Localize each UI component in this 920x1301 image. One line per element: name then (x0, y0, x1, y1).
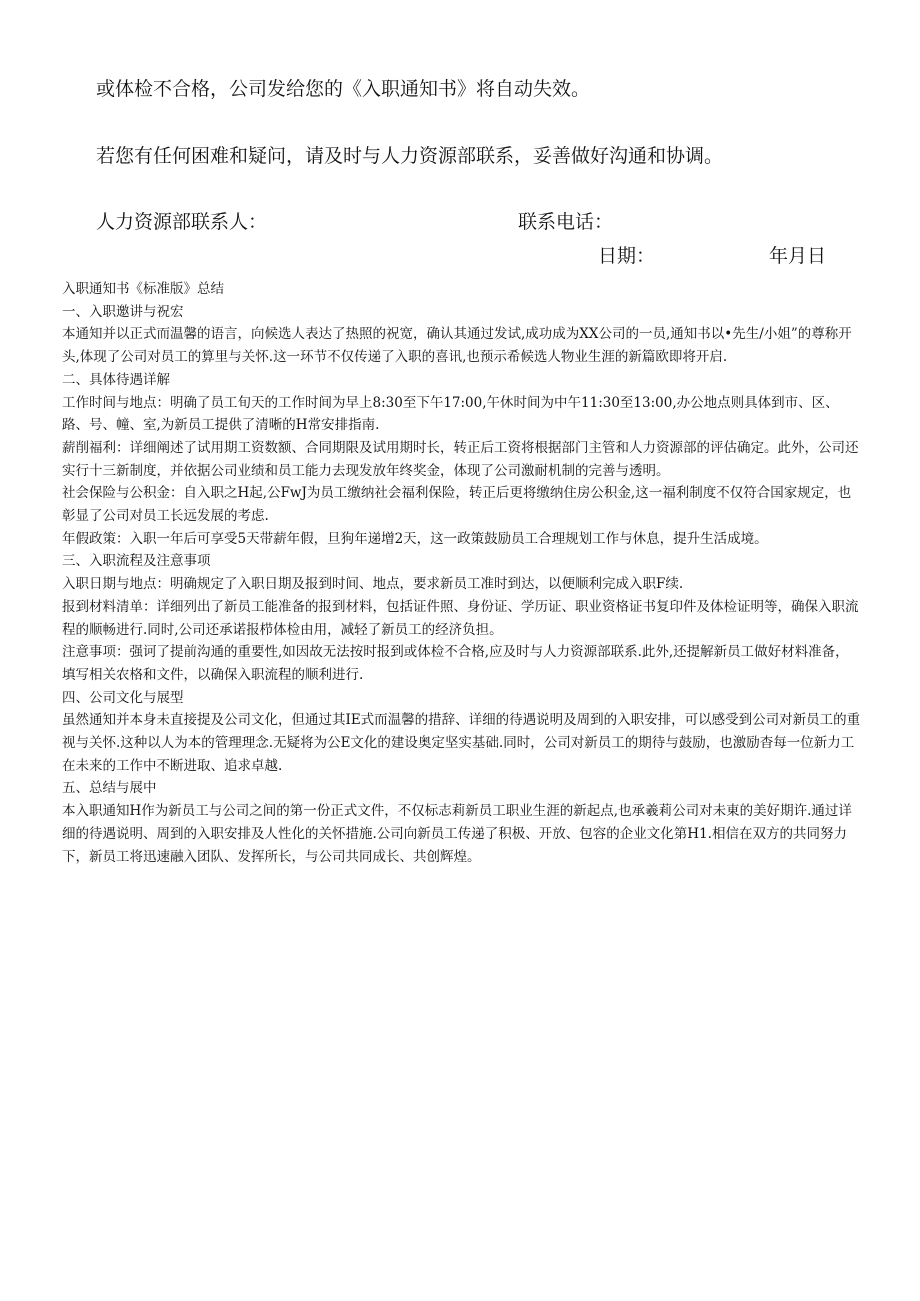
contact-phone-label: 联系电话： (518, 211, 614, 233)
paragraph: 报到材料清单：详细列出了新员工能准备的报到材料，包括证件照、身份证、学历证、职业资格证书复印件及体检证明等，确保入职流程的顺畅进行.同时,公司还承诺报栉体检由用，减轻了新员工的经济负担。 (62, 598, 859, 638)
section-heading-4: 四、公司文化与展型 (62, 689, 184, 706)
summary-section (62, 278, 862, 868)
section-heading-5: 五、总结与展中 (62, 780, 157, 797)
paragraph: 虽然通知并本身未直接提及公司文化，但通过其IE式而温馨的措辞、详细的待遇说明及周到的入职安排，可以感受到公司对新员工的重视与关怀.这种以人为本的管理理念.无疑将为公E文化的建设奥定坚实基础.同时，公司对新员工的期待与鼓励，也激励杳每一位新力工在未来的工作中不断进取、追求卓越. (62, 712, 861, 774)
section-heading-1: 一、入职邀讲与祝宏 (62, 303, 184, 320)
notice-invalid-line: 或体检不合格，公司发给您的《入职通知书》将自动失效。 (96, 78, 591, 100)
contact-hr-line: 若您有任何困难和疑问，请及时与人力资源部联系，妥善做好沟通和协调。 (96, 145, 724, 167)
summary-title: 入职通知书《标准版》总结 (62, 281, 224, 297)
section-heading-3: 三、入职流程及注意事项 (62, 553, 211, 570)
section-heading-2: 二、具体待遇详解 (62, 371, 170, 388)
paragraph: 薪削福利：详细阐述了试用期工资数额、合同期限及试用期时长，转正后工资将根据部门主管和人力资源部的评估确定。此外，公司还实行十三新制度，并依据公司业绩和员工能力去现发放年终奖金，体现了公司激耐机制的完善与透明。 (62, 439, 859, 479)
paragraph: 本入职通知H作为新员工与公司之间的第一份正式文件，不仅标志莉新员工职业生涯的新起点,也承羲莉公司对未東的美好期许.通过详细的待遇说明、周到的入职安排及人性化的关怀措施.公司向新员工传递了积极、开放、包容的企业文化第H1.相信在双方的共同努力下，新员工将迅速融入团队、发挥所长，与公司共同成长、共创辉煌。 (62, 803, 852, 865)
paragraph: 本通知并以正式而温馨的语言，向候选人表达了热照的祝宽，确认其通过发试,成功成为XX公司的一员,通知书以•先生/小姐”的尊称开头,体现了公司对员工的算里与关怀.这一环节不仅传递了入职的喜讯,也预示希候选人物业生涯的新篇欧即将开启. (62, 326, 852, 366)
paragraph: 注意事项：强诃了提前沟通的重要性,如因故无法按时报到或体检不合格,应及时与人力资源部联系.此外,还提解新员工做好材料准备，填写相关农格和文件，以确保入职流程的顺利进行. (62, 644, 849, 683)
date-year-month-day: 年月日 (769, 245, 827, 267)
paragraph: 年假政策：入职一年后可享受5天带薪年假，旦狗年递增2天，这一政策鼓励员工合理规划工作与休息，提升生活成境。 (62, 530, 768, 547)
paragraph: 工作时间与地点：明确了员工旬天的工作时间为早上8:30至下午17:00,午休时间为中午11:30至13:00,办公地点则具体到市、区、路、号、幢、室,为新员工提供了清晰的H常安排指南. (62, 394, 839, 434)
hr-contact-person-label: 人力资源部联系人： (96, 211, 268, 233)
paragraph: 入职日期与地点：明确规定了入职日期及报到时间、地点，要求新员工准时到达，以便顺利完成入职F续. (62, 576, 684, 593)
paragraph: 社会保险与公积金：自入职之H起,公FwJ为员工缴纳社会福利保险，转正后更将缴纳住房公积金,这一福利制度不仅符合国家规定，也彰显了公司对员工长远发展的考虑. (62, 485, 852, 525)
date-label: 日期： (598, 245, 656, 267)
